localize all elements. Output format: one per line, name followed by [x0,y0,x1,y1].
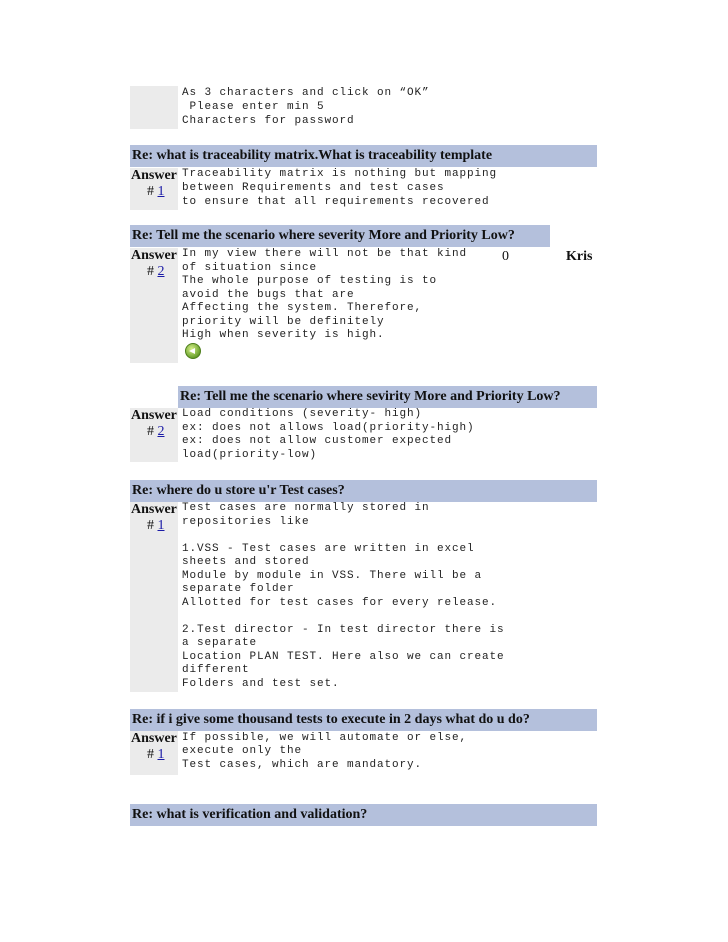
question-header: Re: Tell me the scenario where severity More and Priority Low? [130,225,550,247]
answer-number-link[interactable]: 1 [157,747,165,762]
question-header: Re: what is traceability matrix.What is traceability template [130,145,597,167]
answer-text-line: execute only the [182,745,303,757]
answer-text-line: The whole purpose of testing is to [182,275,438,287]
answer-number-link[interactable]: 1 [157,184,165,199]
answer-text-line: a separate [182,637,258,649]
answer-text-line: Location PLAN TEST. Here also we can create [182,651,505,663]
answer-text-line: High when severity is high. [182,329,385,341]
answer-label: Answer [131,408,177,423]
answer-number [147,265,165,279]
answer-hash: # [147,518,154,533]
question-header: Re: where do u store u'r Test cases? [130,480,597,502]
author-name: Kris [566,249,593,264]
answer-text-line: Test cases are normally stored in [182,502,430,514]
answer-text-line: Allotted for test cases for every release. [182,597,498,609]
answer-text-line: In my view there will not be that kind [182,248,468,260]
answer-text-line: Affecting the system. Therefore, [182,302,423,314]
answer-text-line: Folders and test set. [182,678,340,690]
question-header: Re: what is verification and validation? [130,804,597,826]
answer-number [147,185,165,199]
answer-text-line: avoid the bugs that are [182,289,355,301]
answer-number [147,519,165,533]
answer-text-line: repositories like [182,516,310,528]
answer-text-line: 2.Test director - In test director there is [182,624,505,636]
answer-text-line: separate folder [182,583,295,595]
answer-text-line: Test cases, which are mandatory. [182,759,423,771]
answer-hash: # [147,184,154,199]
answer-label: Answer [131,502,177,517]
answer-text-line: ex: does not allow customer expected [182,435,453,447]
question-header: Re: if i give some thousand tests to execute in 2 days what do u do? [130,709,597,731]
answer-text-line: As 3 characters and click on “OK” [182,87,430,99]
answer-text-line: Module by module in VSS. There will be a [182,570,483,582]
answer-text-line: between Requirements and test cases [182,182,445,194]
answer-hash: # [147,424,154,439]
answer-label: Answer [131,248,177,263]
answer-text-line: Load conditions (severity- high) [182,408,423,420]
answer-number [147,425,165,439]
answer-hash: # [147,264,154,279]
answer-text-line: of situation since [182,262,318,274]
answer-label: Answer [131,168,177,183]
answer-text-line: ex: does not allows load(priority-high) [182,422,475,434]
answer-text-line: to ensure that all requirements recovered [182,196,490,208]
answer-text-line: load(priority-low) [182,449,318,461]
answer-label: Answer [131,731,177,746]
answer-number-link[interactable]: 2 [157,264,165,279]
back-arrow-icon[interactable] [185,343,201,359]
question-header: Re: Tell me the scenario where sevirity More and Priority Low? [178,386,597,408]
rating-value: 0 [502,249,509,264]
answer-text-line: Traceability matrix is nothing but mapping [182,168,498,180]
answer-number [147,748,165,762]
answer-text-line: If possible, we will automate or else, [182,732,468,744]
answer-number-link[interactable]: 2 [157,424,165,439]
answer-number-link[interactable]: 1 [157,518,165,533]
answer-text-line: Characters for password [182,115,355,127]
answer-text-line: priority will be definitely [182,316,385,328]
answer-text-line: 1.VSS - Test cases are written in excel [182,543,475,555]
answer-text-line: different [182,664,250,676]
answer-text-line: Please enter min 5 [182,101,325,113]
answer-number-cell [130,86,178,129]
answer-hash: # [147,747,154,762]
answer-text-line: sheets and stored [182,556,310,568]
